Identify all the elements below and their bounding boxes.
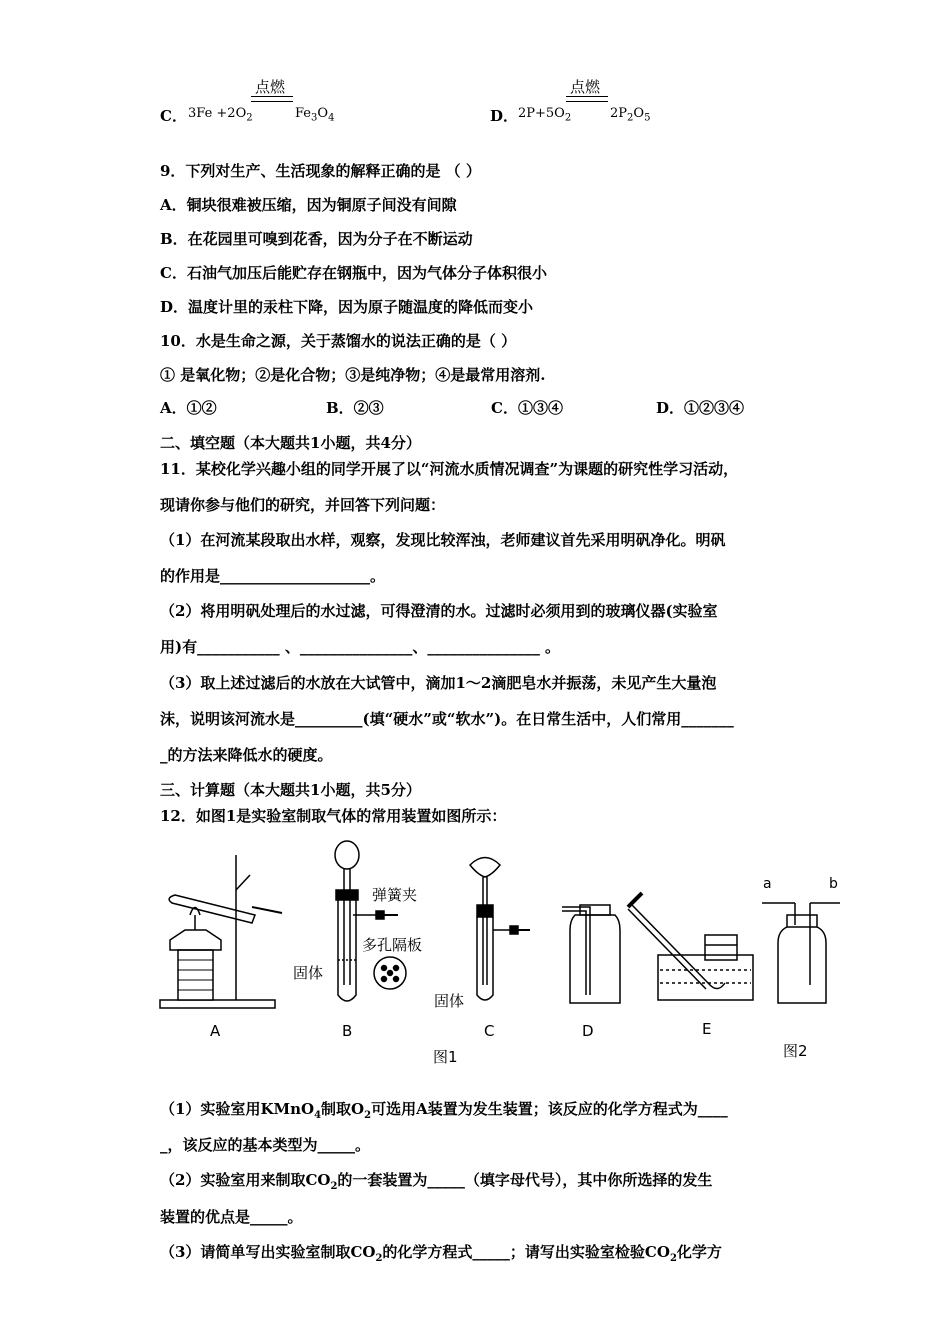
apparatus-d bbox=[562, 905, 620, 1003]
q9-option-d: D．温度计里的汞柱下降，因为原子随温度的降低而变小 bbox=[160, 298, 534, 316]
q12-part-3-line-1: （3）请简单写出实验室制取$CO_2$的化学方程式_____；请写出实验室检验$CO_2$化学方 bbox=[160, 1243, 722, 1264]
eq-d-rhs: $2P_2O_5$ bbox=[610, 106, 651, 124]
eq-c-lhs: $3Fe +2O_2$ bbox=[188, 106, 253, 124]
label-e: E bbox=[702, 1020, 712, 1038]
label-fig2: 图2 bbox=[783, 1042, 808, 1060]
apparatus-figure bbox=[150, 835, 870, 1070]
label-port-a: a bbox=[763, 876, 772, 892]
condition-ignite-c: 点燃 bbox=[255, 78, 286, 96]
apparatus-c bbox=[470, 858, 530, 1001]
q11-line-7: （3）取上述过滤后的水放在大试管中，滴加1～2滴肥皂水并振荡，未见产生大量泡 bbox=[160, 674, 717, 692]
label-fig1: 图1 bbox=[433, 1048, 458, 1066]
q10-items: ① 是氧化物；②是化合物；③是纯净物；④是最常用溶剂. bbox=[160, 366, 546, 384]
eq-c-rhs: $Fe_3O_4$ bbox=[295, 106, 335, 124]
q10-option-a: A．①② bbox=[160, 399, 217, 417]
label-d: D bbox=[582, 1022, 594, 1040]
label-port-b: b bbox=[829, 876, 838, 892]
label-porous-plate: 多孔隔板 bbox=[362, 936, 423, 954]
label-a: A bbox=[210, 1022, 221, 1040]
q9-option-a: A．铜块很难被压缩，因为铜原子间没有间隙 bbox=[160, 196, 457, 214]
q9-option-b: B．在花园里可嗅到花香，因为分子在不断运动 bbox=[160, 230, 473, 248]
q11-line-9: _的方法来降低水的硬度。 bbox=[160, 746, 333, 764]
equal-sign-c bbox=[251, 96, 293, 102]
eq-d-lhs: $2P+5O_2$ bbox=[518, 106, 572, 124]
apparatus-b bbox=[335, 841, 406, 1001]
q9-option-c: C．石油气加压后能贮存在钢瓶中，因为气体分子体积很小 bbox=[160, 264, 547, 282]
option-label-d: D． bbox=[490, 107, 519, 125]
label-spring-clip: 弹簧夹 bbox=[372, 886, 418, 904]
q12-part-1-line-2: _，该反应的基本类型为_____。 bbox=[160, 1136, 371, 1154]
q10-option-b: B．②③ bbox=[326, 399, 384, 417]
q11-line-2: 现请你参与他们的研究，并回答下列问题： bbox=[160, 496, 446, 514]
q9-stem: 9．下列对生产、生活现象的解释正确的是 （ ） bbox=[160, 162, 481, 180]
q12-part-2-line-2: 装置的优点是_____。 bbox=[160, 1208, 303, 1226]
label-solid-b: 固体 bbox=[293, 964, 324, 982]
q11-line-3: （1）在河流某段取出水样，观察，发现比较浑浊，老师建议首先采用明矾净化。明矾 bbox=[160, 531, 726, 549]
q12-stem: 12．如图1是实验室制取气体的常用装置如图所示： bbox=[160, 807, 507, 825]
q10-option-d: D．①②③④ bbox=[656, 399, 745, 417]
label-b: B bbox=[342, 1022, 353, 1040]
q11-line-4: 的作用是____________________。 bbox=[160, 567, 386, 585]
q11-line-5: （2）将用明矾处理后的水过滤，可得澄清的水。过滤时必须用到的玻璃仪器(实验室 bbox=[160, 602, 718, 620]
q12-part-1-line-1: （1）实验室用KMnO$_4$制取$O_2$可选用A装置为发生装置；该反应的化学方程式为____ bbox=[160, 1100, 728, 1121]
q11-line-6: 用)有___________ 、_______________、_______________ 。 bbox=[160, 638, 561, 656]
label-c: C bbox=[484, 1022, 495, 1040]
label-solid-c: 固体 bbox=[434, 992, 465, 1010]
apparatus-a bbox=[160, 855, 282, 1008]
condition-ignite-d: 点燃 bbox=[570, 78, 601, 96]
section-3-title: 三、计算题（本大题共1小题，共5分） bbox=[160, 781, 421, 799]
q10-stem: 10．水是生命之源，关于蒸馏水的说法正确的是（ ） bbox=[160, 332, 517, 350]
apparatus-fig2 bbox=[762, 903, 840, 1003]
q11-line-1: 11．某校化学兴趣小组的同学开展了以“河流水质情况调查”为课题的研究性学习活动， bbox=[160, 460, 739, 478]
q11-line-8: 沫，说明该河流水是_________(填“硬水”或“软水”)。在日常生活中，人们常用_______ bbox=[160, 710, 734, 728]
q10-option-c: C．①③④ bbox=[491, 399, 563, 417]
option-label-c: C． bbox=[160, 107, 187, 125]
section-2-title: 二、填空题（本大题共1小题，共4分） bbox=[160, 434, 421, 452]
q12-part-2-line-1: （2）实验室用来制取$CO_2$的一套装置为_____（填字母代号），其中你所选择的发生 bbox=[160, 1171, 713, 1192]
apparatus-e bbox=[628, 893, 753, 1000]
equal-sign-d bbox=[566, 96, 608, 102]
